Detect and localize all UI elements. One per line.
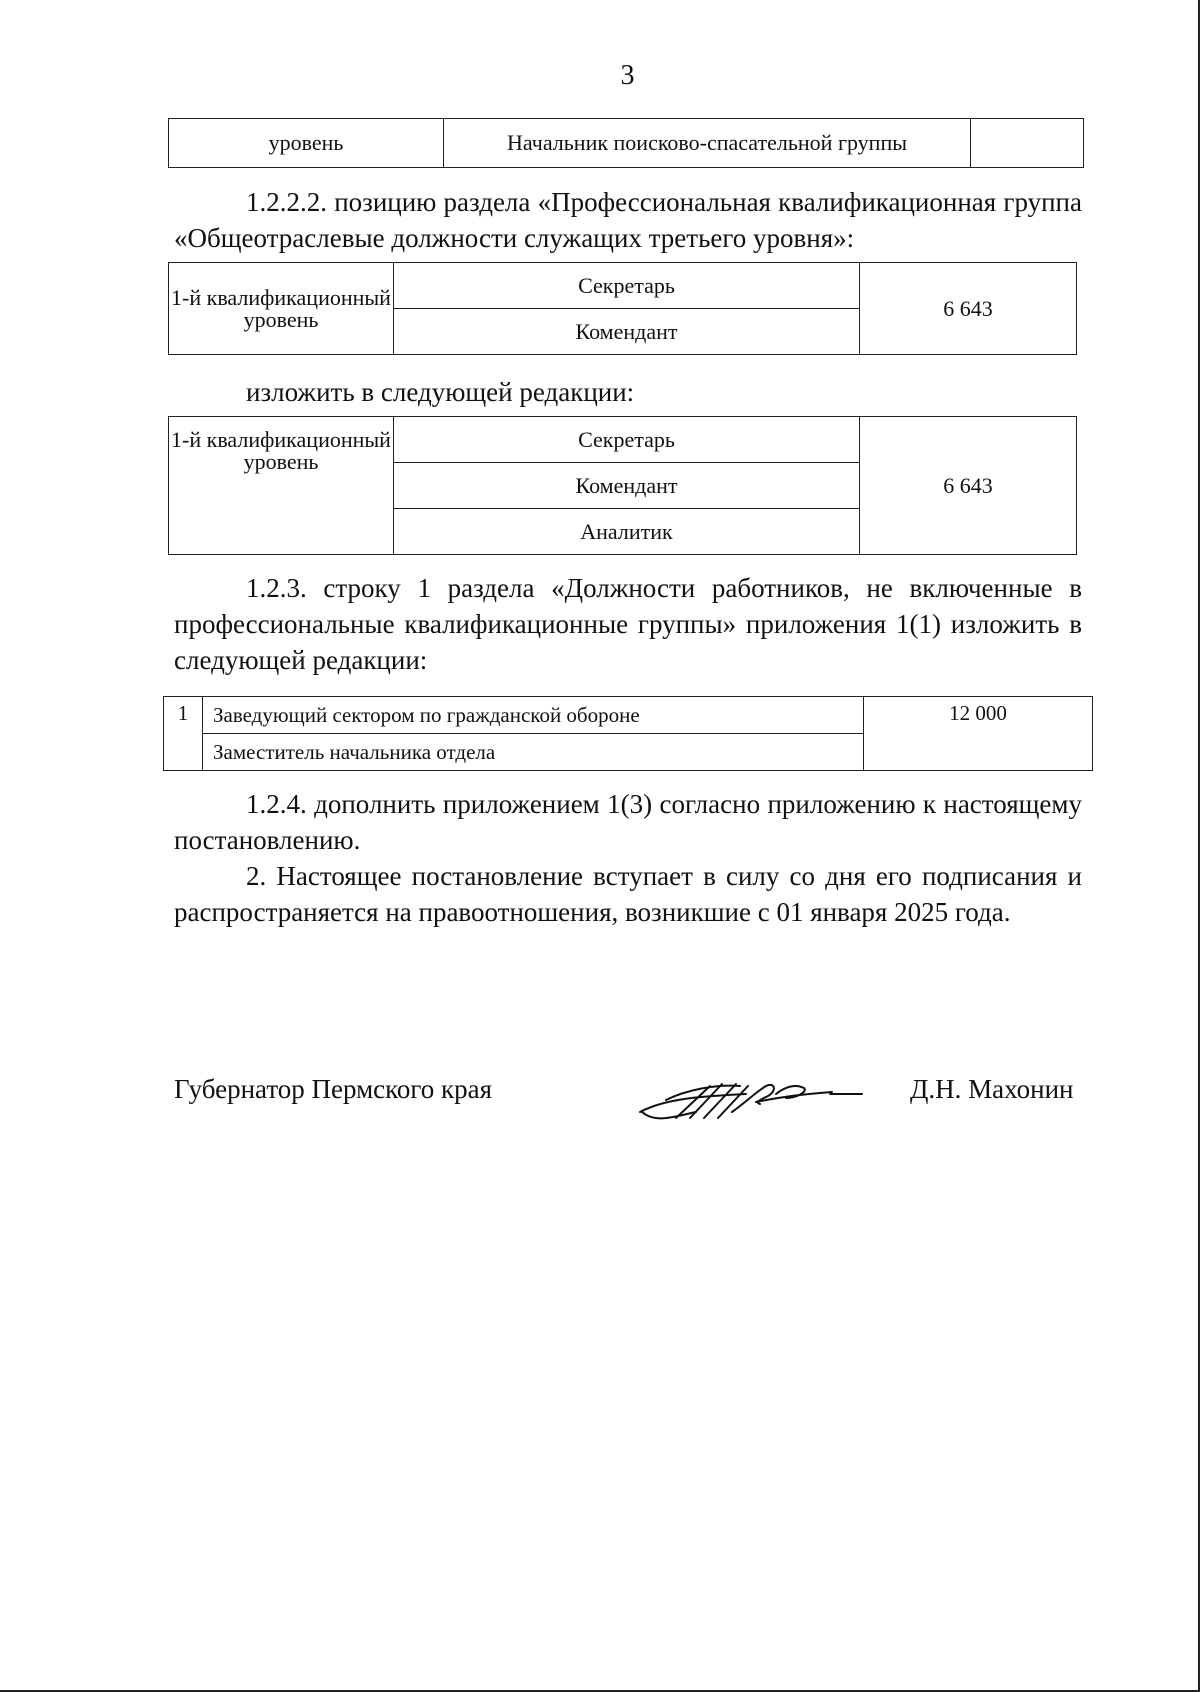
table-cell-number: 1 bbox=[164, 697, 203, 771]
table-cell-level: уровень bbox=[169, 119, 444, 168]
table-cell-position: Заведующий сектором по гражданской обороне bbox=[203, 697, 864, 734]
table-cell-level: 1-й квалификационный уровень bbox=[169, 417, 394, 555]
table-new-edition bbox=[168, 416, 1077, 555]
table-cell-position: Заместитель начальника отдела bbox=[203, 734, 864, 771]
table-row bbox=[164, 697, 1093, 734]
table-row bbox=[169, 119, 1084, 168]
paragraph-1-2-4: 1.2.4. дополнить приложением 1(3) согласно приложению к настоящему постановлению. bbox=[174, 789, 1082, 855]
table-cell-salary: 6 643 bbox=[860, 417, 1077, 555]
paragraph-1-2-2-2: 1.2.2.2. позицию раздела «Профессиональная квалификационная группа «Общеотраслевые должности служащих третьего уровня»: bbox=[174, 187, 1082, 253]
table-row-1 bbox=[163, 696, 1093, 771]
paragraph-new-edition: изложить в следующей редакции: bbox=[246, 377, 635, 407]
table-cell-salary bbox=[971, 119, 1084, 168]
table-cell-salary: 6 643 bbox=[860, 263, 1077, 355]
signatory-title: Губернатор Пермского края bbox=[174, 1074, 493, 1104]
table-cell-salary: 12 000 bbox=[864, 697, 1093, 771]
table-old-edition bbox=[168, 262, 1077, 355]
table-cell-position: Секретарь bbox=[394, 417, 860, 463]
table-row bbox=[169, 263, 1077, 309]
paragraph-1-2-3: 1.2.3. строку 1 раздела «Должности работников, не включенные в профессиональные квалификационные группы» приложения 1(1) изложить в следующей редакции: bbox=[174, 573, 1082, 675]
table-cell-position: Секретарь bbox=[394, 263, 860, 309]
page-number: 3 bbox=[620, 60, 635, 91]
table-row bbox=[169, 417, 1077, 463]
table-cell-position: Аналитик bbox=[394, 509, 860, 555]
signatory-name: Д.Н. Махонин bbox=[910, 1074, 1074, 1104]
handwritten-signature bbox=[636, 1072, 866, 1128]
table-cell-position: Начальник поисково-спасательной группы bbox=[444, 119, 971, 168]
table-cell-position: Комендант bbox=[394, 309, 860, 355]
table-continuation bbox=[168, 118, 1084, 168]
paragraph-2: 2. Настоящее постановление вступает в силу со дня его подписания и распространяется на правоотношения, возникшие с 01 января 2025 года. bbox=[174, 861, 1082, 927]
table-cell-level: 1-й квалификационный уровень bbox=[169, 263, 394, 355]
table-cell-position: Комендант bbox=[394, 463, 860, 509]
